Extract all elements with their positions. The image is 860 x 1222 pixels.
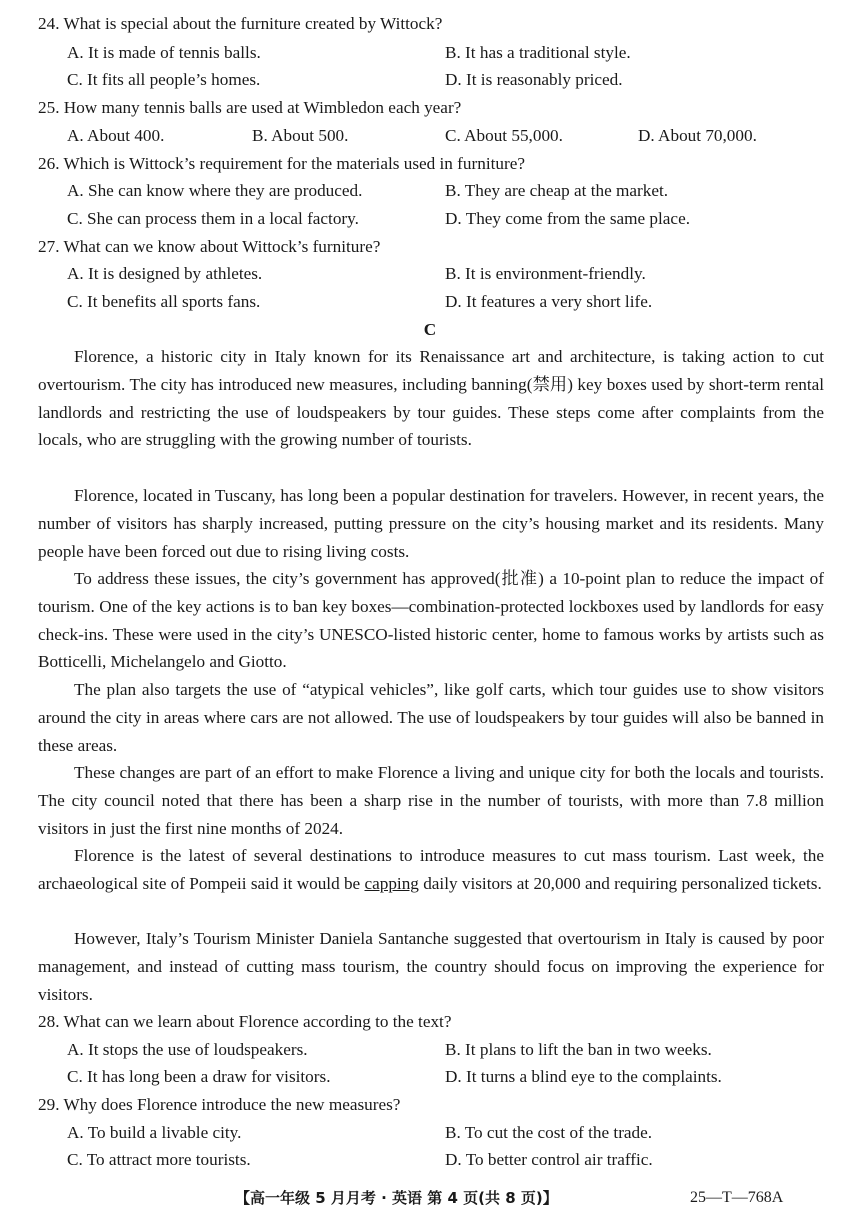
option-29-c: C. To attract more tourists. xyxy=(67,1150,251,1169)
passage-paragraph-7 xyxy=(38,925,824,1008)
option-28-b: B. It plans to lift the ban in two weeks. xyxy=(445,1040,712,1059)
question-24-options-row-1 xyxy=(0,39,860,67)
option-26-b: B. They are cheap at the market. xyxy=(445,181,669,200)
passage-paragraph-6 xyxy=(38,842,824,898)
question-26-stem: 26. Which is Wittock’s requirement for the materials used in furniture? xyxy=(38,154,525,173)
footer-paper-code: 25—T—768A xyxy=(690,1189,784,1206)
option-26-a: A. She can know where they are produced. xyxy=(67,181,363,200)
question-28-stem: 28. What can we learn about Florence according to the text? xyxy=(38,1012,452,1031)
question-29-stem: 29. Why does Florence introduce the new measures? xyxy=(38,1095,401,1114)
option-27-b: B. It is environment-friendly. xyxy=(445,264,646,283)
question-27-options-row-2 xyxy=(0,288,860,316)
paragraph-4-text: The plan also targets the use of “atypical vehicles”, like golf carts, which tour guides use to show visitors around the city in areas where cars are not allowed. The use of loudspeakers by tour guides will also be banned in these areas. xyxy=(38,680,824,755)
option-25-a: A. About 400. xyxy=(67,126,165,145)
option-25-c: C. About 55,000. xyxy=(445,126,563,145)
paragraph-1-text: Florence, a historic city in Italy known for its Renaissance art and architecture, is taking action to cut overtourism. The city has introduced new measures, including banning(禁用) key boxes used by short-term rental landlords and restricting the use of loudspeakers by tour guides. These steps come after complaints from the locals, who are struggling with the growing number of tourists. xyxy=(38,347,824,450)
passage-paragraph-3 xyxy=(38,565,824,676)
option-24-d: D. It is reasonably priced. xyxy=(445,70,623,89)
paragraph-3-text: To address these issues, the city’s government has approved(批准) a 10-point plan to reduce the impact of tourism. One of the key actions is to ban key boxes—combination-protected lockboxes used by landlords for easy check-ins. These were used in the city’s UNESCO-listed historic center, home to famous works by artists such as Botticelli, Michelangelo and Giotto. xyxy=(38,569,824,672)
option-29-a: A. To build a livable city. xyxy=(67,1123,242,1142)
question-28-options-row-2 xyxy=(0,1063,860,1091)
question-26-options-row-1 xyxy=(0,177,860,205)
option-28-a: A. It stops the use of loudspeakers. xyxy=(67,1040,308,1059)
question-24-options-row-2 xyxy=(0,66,860,94)
paragraph-5-text: These changes are part of an effort to make Florence a living and unique city for both the locals and tourists. The city council noted that there has been a sharp rise in the number of tourists, with more than 7.8 million visitors in just the first nine months of 2024. xyxy=(38,763,824,838)
option-24-c: C. It fits all people’s homes. xyxy=(67,70,261,89)
passage-paragraph-5 xyxy=(38,759,824,842)
option-24-a: A. It is made of tennis balls. xyxy=(67,43,261,62)
passage-paragraph-4 xyxy=(38,676,824,759)
paragraph-7-text: However, Italy’s Tourism Minister Daniela Santanche suggested that overtourism in Italy is caused by poor management, and instead of cutting mass tourism, the country should focus on improving the experience for visitors. xyxy=(38,929,824,1004)
footer-exam-info: 【高一年级 5 月月考 · 英语 第 4 页(共 8 页)】 xyxy=(235,1189,558,1207)
question-25-options-row xyxy=(0,122,860,150)
question-28-options-row-1 xyxy=(0,1036,860,1064)
section-title: C xyxy=(423,320,437,339)
option-25-d: D. About 70,000. xyxy=(638,126,757,145)
question-27-stem: 27. What can we know about Wittock’s furniture? xyxy=(38,237,381,256)
question-26-options-row-2 xyxy=(0,205,860,233)
paragraph-6-text-after: daily visitors at 20,000 and requiring personalized tickets. xyxy=(418,873,822,893)
paragraph-2-text: Florence, located in Tuscany, has long been a popular destination for travelers. However, in recent years, the number of visitors has sharply increased, putting pressure on the city’s housing market and its residents. Many people have been forced out due to rising living costs. xyxy=(38,486,824,561)
option-26-d: D. They come from the same place. xyxy=(445,209,690,228)
question-29-options-row-1 xyxy=(0,1119,860,1147)
option-24-b: B. It has a traditional style. xyxy=(445,43,631,62)
option-27-d: D. It features a very short life. xyxy=(445,292,653,311)
option-27-c: C. It benefits all sports fans. xyxy=(67,292,261,311)
option-28-d: D. It turns a blind eye to the complaints. xyxy=(445,1067,722,1086)
passage-paragraph-2 xyxy=(38,482,824,565)
question-27-options-row-1 xyxy=(0,260,860,288)
option-29-b: B. To cut the cost of the trade. xyxy=(445,1123,653,1142)
question-29-options-row-2 xyxy=(0,1146,860,1174)
paragraph-6-text-before: Florence is the latest of several destinations to introduce measures to cut mass tourism. Last week, the archaeological site of Pompeii said it would be xyxy=(38,846,824,893)
question-24-stem: 24. What is special about the furniture created by Wittock? xyxy=(38,14,443,33)
option-28-c: C. It has long been a draw for visitors. xyxy=(67,1067,331,1086)
option-29-d: D. To better control air traffic. xyxy=(445,1150,653,1169)
passage-paragraph-1 xyxy=(38,343,824,454)
question-25-stem: 25. How many tennis balls are used at Wimbledon each year? xyxy=(38,98,462,117)
option-27-a: A. It is designed by athletes. xyxy=(67,264,263,283)
option-26-c: C. She can process them in a local factory. xyxy=(67,209,359,228)
underlined-word: capping xyxy=(364,873,419,893)
option-25-b: B. About 500. xyxy=(252,126,349,145)
page-footer xyxy=(0,1185,860,1211)
